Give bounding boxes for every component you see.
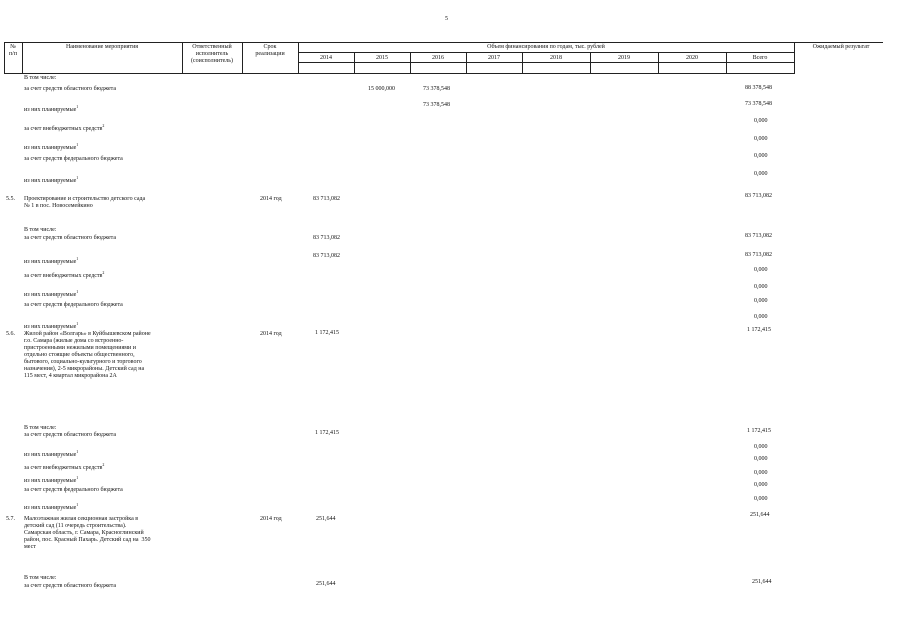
row-2014-value: 1 172,415 [315, 430, 339, 436]
header-num: № п/п [8, 44, 18, 57]
item-title: Проектирование и строительство детского сада № 1 в пос. Новосемейкино [24, 196, 146, 209]
row-total: 0,000 [754, 298, 768, 304]
years-bottom-line [298, 62, 794, 63]
row-label: из них планируемые$^1$ [24, 175, 79, 184]
col-line [794, 42, 795, 74]
row-label: за счет средств областного бюджета [24, 235, 117, 241]
header-year: 2020 [686, 55, 698, 61]
item-number: 5.7. [6, 516, 15, 522]
row-label: из них планируемые$^1$ [24, 475, 79, 484]
header-year: 2018 [550, 55, 562, 61]
row-label: В том числе: [24, 227, 57, 233]
row-total: 0,000 [754, 136, 768, 142]
row-label: за счет внебюджетных средств$^2$ [24, 462, 105, 471]
header-year: 2019 [618, 55, 630, 61]
row-total: 1 172,415 [747, 428, 771, 434]
row-total: 83 713,082 [745, 193, 772, 199]
row-label: за счет внебюджетных средств$^2$ [24, 123, 105, 132]
header-year: 2017 [488, 55, 500, 61]
row-term: 2014 год [260, 516, 282, 522]
row-label: В том числе: [24, 575, 57, 581]
row-label: из них планируемые$^1$ [24, 142, 79, 151]
header-result: Ожидаемый результат [812, 44, 870, 50]
row-label: из них планируемые$^1$ [24, 321, 79, 330]
row-total: 251,644 [752, 579, 772, 585]
row-2015-value: 15 000,000 [368, 86, 395, 92]
row-label: В том числе: [24, 75, 57, 81]
row-total: 83 713,082 [745, 233, 772, 239]
row-label: за счет средств областного бюджета [24, 86, 117, 92]
row-label: за счет средств федерального бюджета [24, 156, 123, 162]
row-label: за счет внебюджетных средств$^2$ [24, 270, 105, 279]
header-funding: Объем финансирования по годам, тыс. рублей [487, 44, 605, 50]
years-top-line [298, 52, 794, 53]
row-total: 0,000 [754, 267, 768, 273]
row-total: 0,000 [754, 153, 768, 159]
header-term: Срок реализации [255, 44, 285, 57]
row-label: за счет средств федерального бюджета [24, 302, 123, 308]
row-total: 0,000 [754, 444, 768, 450]
row-total: 0,000 [754, 496, 768, 502]
header-year: 2014 [320, 55, 332, 61]
row-label: из них планируемые$^1$ [24, 256, 79, 265]
row-total: 0,000 [754, 118, 768, 124]
row-2014-value: 83 713,082 [313, 253, 340, 259]
row-total: 0,000 [754, 284, 768, 290]
header-year: 2016 [432, 55, 444, 61]
row-total: 251,644 [750, 512, 770, 518]
row-total: 0,000 [754, 482, 768, 488]
row-label: за счет средств федерального бюджета [24, 487, 123, 493]
row-2014-value: 251,644 [316, 516, 336, 522]
header-year: 2015 [376, 55, 388, 61]
row-label: за счет средств областного бюджета [24, 583, 117, 589]
row-2016-value: 73 378,548 [423, 102, 450, 108]
row-2014-value: 251,644 [316, 581, 336, 587]
header-responsible: Ответственный исполнитель (соисполнитель) [190, 44, 234, 64]
row-label: из них планируемые$^1$ [24, 289, 79, 298]
row-total: 0,000 [754, 171, 768, 177]
row-total: 0,000 [754, 314, 768, 320]
row-2014-value: 83 713,082 [313, 235, 340, 241]
row-term: 2014 год [260, 331, 282, 337]
page-number: 5 [445, 16, 448, 22]
header-name: Наименование мероприятия [65, 44, 139, 50]
item-number: 5.6. [6, 331, 15, 337]
row-label: за счет средств областного бюджета [24, 432, 117, 438]
item-number: 5.5. [6, 196, 15, 202]
item-title: Малоэтажная жилая секционная застройка в детский сад (11 очередь строительства). Самарская область, г. Самара, Красноглинский район, пос. Красный Пахарь. Детский сад на 350 мест [24, 516, 151, 550]
header-bottom-line [4, 73, 794, 74]
header-top-line [4, 42, 883, 43]
header-total: Всего [752, 55, 768, 61]
row-label: из них планируемые$^1$ [24, 502, 79, 511]
item-title: Жилой район «Волгарь» в Куйбышевском районе г.о. Самара (жилые дома со встроенно- пристроенными нежилыми помещениями и отдельно стоящие объекты общественного, бытового, социально-культурного и торгового назначения), 2-5 микрорайоны. Детский сад на 115 мест, 4 квартал микрорайона 2А [24, 331, 151, 379]
row-2014-value: 83 713,082 [313, 196, 340, 202]
row-2014-value: 1 172,415 [315, 330, 339, 336]
row-total: 0,000 [754, 470, 768, 476]
row-total: 1 172,415 [747, 327, 771, 333]
row-label: из них планируемые$^1$ [24, 104, 79, 113]
row-2016-value: 73 378,548 [423, 86, 450, 92]
row-total: 83 713,082 [745, 252, 772, 258]
row-total: 0,000 [754, 456, 768, 462]
row-label: В том числе: [24, 425, 57, 431]
row-term: 2014 год [260, 196, 282, 202]
row-total: 73 378,548 [745, 101, 772, 107]
row-label: из них планируемые$^1$ [24, 449, 79, 458]
row-total: 88 378,548 [745, 85, 772, 91]
